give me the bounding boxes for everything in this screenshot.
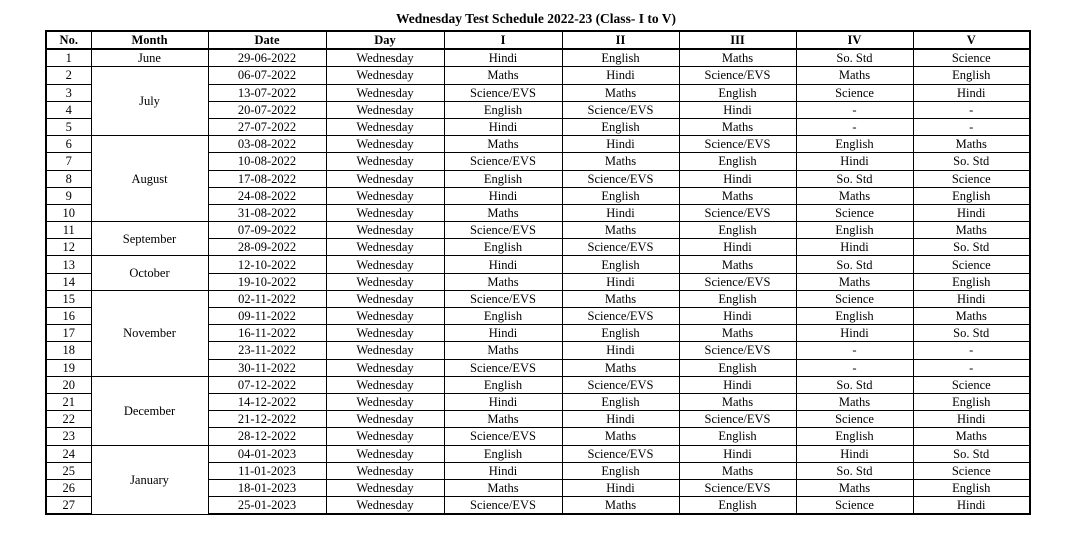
subject-class-2: English	[562, 187, 679, 204]
subject-class-1: English	[444, 170, 562, 187]
row-no: 24	[46, 445, 91, 462]
row-date: 18-01-2023	[208, 479, 326, 496]
subject-class-2: English	[562, 325, 679, 342]
header-class-2: II	[562, 31, 679, 49]
subject-class-5: Hindi	[913, 290, 1030, 307]
subject-class-2: English	[562, 49, 679, 67]
row-day: Wednesday	[326, 187, 444, 204]
subject-class-5: Maths	[913, 308, 1030, 325]
subject-class-1: English	[444, 239, 562, 256]
header-day: Day	[326, 31, 444, 49]
row-date: 07-12-2022	[208, 376, 326, 393]
subject-class-5: Hindi	[913, 411, 1030, 428]
subject-class-2: Maths	[562, 222, 679, 239]
subject-class-1: Science/EVS	[444, 84, 562, 101]
row-no: 25	[46, 462, 91, 479]
row-day: Wednesday	[326, 49, 444, 67]
row-date: 14-12-2022	[208, 393, 326, 410]
row-no: 2	[46, 67, 91, 84]
subject-class-5: -	[913, 118, 1030, 135]
row-day: Wednesday	[326, 170, 444, 187]
header-month: Month	[91, 31, 208, 49]
subject-class-5: Hindi	[913, 204, 1030, 221]
subject-class-5: Hindi	[913, 497, 1030, 515]
row-date: 21-12-2022	[208, 411, 326, 428]
row-date: 04-01-2023	[208, 445, 326, 462]
row-date: 02-11-2022	[208, 290, 326, 307]
subject-class-5: English	[913, 67, 1030, 84]
subject-class-4: English	[796, 428, 913, 445]
subject-class-1: Science/EVS	[444, 497, 562, 515]
header-class-1: I	[444, 31, 562, 49]
row-day: Wednesday	[326, 393, 444, 410]
row-day: Wednesday	[326, 273, 444, 290]
row-day: Wednesday	[326, 497, 444, 515]
subject-class-5: Hindi	[913, 84, 1030, 101]
subject-class-5: English	[913, 479, 1030, 496]
header-no: No.	[46, 31, 91, 49]
row-no: 21	[46, 393, 91, 410]
subject-class-1: Hindi	[444, 118, 562, 135]
subject-class-3: Maths	[679, 49, 796, 67]
subject-class-2: Science/EVS	[562, 308, 679, 325]
subject-class-2: Hindi	[562, 411, 679, 428]
subject-class-3: English	[679, 153, 796, 170]
row-date: 13-07-2022	[208, 84, 326, 101]
row-no: 17	[46, 325, 91, 342]
subject-class-1: Science/EVS	[444, 153, 562, 170]
row-day: Wednesday	[326, 222, 444, 239]
subject-class-1: Hindi	[444, 393, 562, 410]
subject-class-2: Maths	[562, 428, 679, 445]
subject-class-5: English	[913, 273, 1030, 290]
table-row	[46, 67, 1030, 84]
subject-class-2: Maths	[562, 497, 679, 515]
subject-class-4: So. Std	[796, 376, 913, 393]
subject-class-3: Science/EVS	[679, 136, 796, 153]
row-day: Wednesday	[326, 325, 444, 342]
subject-class-4: Hindi	[796, 445, 913, 462]
subject-class-2: Maths	[562, 290, 679, 307]
subject-class-4: Hindi	[796, 153, 913, 170]
row-no: 11	[46, 222, 91, 239]
subject-class-5: Science	[913, 256, 1030, 273]
subject-class-1: Maths	[444, 273, 562, 290]
subject-class-3: Maths	[679, 118, 796, 135]
subject-class-2: Hindi	[562, 204, 679, 221]
subject-class-4: -	[796, 101, 913, 118]
row-day: Wednesday	[326, 101, 444, 118]
subject-class-3: English	[679, 497, 796, 515]
subject-class-4: Maths	[796, 273, 913, 290]
subject-class-5: -	[913, 359, 1030, 376]
row-day: Wednesday	[326, 256, 444, 273]
subject-class-2: Hindi	[562, 479, 679, 496]
row-day: Wednesday	[326, 462, 444, 479]
subject-class-3: Hindi	[679, 308, 796, 325]
subject-class-2: Science/EVS	[562, 445, 679, 462]
month-cell: September	[91, 222, 208, 256]
month-cell: July	[91, 67, 208, 136]
subject-class-1: Science/EVS	[444, 222, 562, 239]
row-day: Wednesday	[326, 428, 444, 445]
subject-class-1: Hindi	[444, 187, 562, 204]
row-day: Wednesday	[326, 290, 444, 307]
subject-class-4: Science	[796, 84, 913, 101]
row-date: 19-10-2022	[208, 273, 326, 290]
subject-class-1: Maths	[444, 136, 562, 153]
subject-class-3: Hindi	[679, 101, 796, 118]
subject-class-3: English	[679, 84, 796, 101]
table-row	[46, 376, 1030, 393]
row-date: 07-09-2022	[208, 222, 326, 239]
subject-class-1: English	[444, 308, 562, 325]
subject-class-2: Hindi	[562, 273, 679, 290]
subject-class-1: Maths	[444, 204, 562, 221]
subject-class-4: So. Std	[796, 170, 913, 187]
subject-class-2: English	[562, 118, 679, 135]
row-day: Wednesday	[326, 136, 444, 153]
subject-class-5: So. Std	[913, 325, 1030, 342]
subject-class-4: Science	[796, 497, 913, 515]
subject-class-2: Science/EVS	[562, 170, 679, 187]
subject-class-4: Science	[796, 290, 913, 307]
subject-class-3: Science/EVS	[679, 411, 796, 428]
subject-class-2: Maths	[562, 153, 679, 170]
subject-class-1: Science/EVS	[444, 290, 562, 307]
subject-class-1: Hindi	[444, 462, 562, 479]
subject-class-3: Maths	[679, 393, 796, 410]
month-cell: November	[91, 290, 208, 376]
subject-class-1: Maths	[444, 479, 562, 496]
table-row	[46, 290, 1030, 307]
subject-class-4: -	[796, 342, 913, 359]
subject-class-5: So. Std	[913, 153, 1030, 170]
header-row	[46, 31, 1030, 49]
row-no: 27	[46, 497, 91, 515]
subject-class-1: Maths	[444, 342, 562, 359]
subject-class-2: English	[562, 256, 679, 273]
row-date: 03-08-2022	[208, 136, 326, 153]
subject-class-4: English	[796, 136, 913, 153]
row-no: 8	[46, 170, 91, 187]
subject-class-4: Science	[796, 411, 913, 428]
subject-class-2: Hindi	[562, 67, 679, 84]
subject-class-5: Maths	[913, 222, 1030, 239]
row-date: 12-10-2022	[208, 256, 326, 273]
subject-class-4: Hindi	[796, 325, 913, 342]
subject-class-4: So. Std	[796, 256, 913, 273]
subject-class-3: Science/EVS	[679, 67, 796, 84]
subject-class-2: English	[562, 393, 679, 410]
subject-class-2: English	[562, 462, 679, 479]
month-cell: October	[91, 256, 208, 290]
row-date: 25-01-2023	[208, 497, 326, 515]
row-day: Wednesday	[326, 479, 444, 496]
subject-class-3: Science/EVS	[679, 479, 796, 496]
subject-class-3: English	[679, 428, 796, 445]
subject-class-4: -	[796, 359, 913, 376]
month-cell: June	[91, 49, 208, 67]
row-date: 24-08-2022	[208, 187, 326, 204]
row-no: 20	[46, 376, 91, 393]
row-no: 3	[46, 84, 91, 101]
subject-class-5: So. Std	[913, 445, 1030, 462]
row-date: 27-07-2022	[208, 118, 326, 135]
row-no: 6	[46, 136, 91, 153]
subject-class-1: Maths	[444, 67, 562, 84]
subject-class-3: Hindi	[679, 445, 796, 462]
row-no: 4	[46, 101, 91, 118]
subject-class-5: Science	[913, 170, 1030, 187]
subject-class-3: Maths	[679, 256, 796, 273]
row-no: 5	[46, 118, 91, 135]
subject-class-3: Hindi	[679, 170, 796, 187]
row-day: Wednesday	[326, 118, 444, 135]
subject-class-5: English	[913, 187, 1030, 204]
row-no: 16	[46, 308, 91, 325]
table-row	[46, 136, 1030, 153]
header-date: Date	[208, 31, 326, 49]
subject-class-3: English	[679, 290, 796, 307]
subject-class-3: English	[679, 222, 796, 239]
subject-class-2: Hindi	[562, 136, 679, 153]
row-day: Wednesday	[326, 445, 444, 462]
subject-class-1: Science/EVS	[444, 359, 562, 376]
subject-class-2: Science/EVS	[562, 376, 679, 393]
subject-class-3: Hindi	[679, 376, 796, 393]
subject-class-5: Science	[913, 49, 1030, 67]
subject-class-1: Hindi	[444, 256, 562, 273]
subject-class-1: Hindi	[444, 325, 562, 342]
table-row	[46, 49, 1030, 67]
subject-class-3: Maths	[679, 462, 796, 479]
subject-class-4: Hindi	[796, 239, 913, 256]
row-no: 10	[46, 204, 91, 221]
row-no: 1	[46, 49, 91, 67]
row-no: 18	[46, 342, 91, 359]
row-day: Wednesday	[326, 239, 444, 256]
row-date: 09-11-2022	[208, 308, 326, 325]
table-row	[46, 222, 1030, 239]
row-day: Wednesday	[326, 308, 444, 325]
row-date: 20-07-2022	[208, 101, 326, 118]
row-day: Wednesday	[326, 342, 444, 359]
schedule-body	[46, 49, 1030, 514]
subject-class-4: English	[796, 222, 913, 239]
subject-class-3: Science/EVS	[679, 204, 796, 221]
row-date: 28-12-2022	[208, 428, 326, 445]
subject-class-2: Science/EVS	[562, 101, 679, 118]
row-day: Wednesday	[326, 67, 444, 84]
row-day: Wednesday	[326, 204, 444, 221]
subject-class-2: Hindi	[562, 342, 679, 359]
row-no: 14	[46, 273, 91, 290]
header-class-4: IV	[796, 31, 913, 49]
subject-class-2: Maths	[562, 359, 679, 376]
subject-class-1: Maths	[444, 411, 562, 428]
subject-class-5: So. Std	[913, 239, 1030, 256]
row-date: 17-08-2022	[208, 170, 326, 187]
subject-class-5: Maths	[913, 136, 1030, 153]
subject-class-5: -	[913, 342, 1030, 359]
row-date: 31-08-2022	[208, 204, 326, 221]
subject-class-2: Maths	[562, 84, 679, 101]
row-date: 11-01-2023	[208, 462, 326, 479]
row-date: 30-11-2022	[208, 359, 326, 376]
row-no: 26	[46, 479, 91, 496]
month-cell: August	[91, 136, 208, 222]
row-no: 9	[46, 187, 91, 204]
table-row	[46, 445, 1030, 462]
subject-class-4: Maths	[796, 393, 913, 410]
subject-class-4: Maths	[796, 67, 913, 84]
subject-class-1: English	[444, 101, 562, 118]
month-cell: December	[91, 376, 208, 445]
subject-class-3: Maths	[679, 325, 796, 342]
subject-class-3: Hindi	[679, 239, 796, 256]
row-no: 23	[46, 428, 91, 445]
row-day: Wednesday	[326, 411, 444, 428]
row-day: Wednesday	[326, 376, 444, 393]
subject-class-5: English	[913, 393, 1030, 410]
subject-class-1: English	[444, 376, 562, 393]
subject-class-5: Maths	[913, 428, 1030, 445]
row-date: 06-07-2022	[208, 67, 326, 84]
row-day: Wednesday	[326, 84, 444, 101]
row-date: 23-11-2022	[208, 342, 326, 359]
subject-class-5: -	[913, 101, 1030, 118]
row-day: Wednesday	[326, 359, 444, 376]
row-date: 16-11-2022	[208, 325, 326, 342]
subject-class-5: Science	[913, 462, 1030, 479]
row-no: 19	[46, 359, 91, 376]
row-no: 22	[46, 411, 91, 428]
subject-class-4: Science	[796, 204, 913, 221]
subject-class-4: -	[796, 118, 913, 135]
subject-class-3: Maths	[679, 187, 796, 204]
schedule-table	[45, 30, 1031, 515]
subject-class-1: Science/EVS	[444, 428, 562, 445]
subject-class-1: English	[444, 445, 562, 462]
subject-class-4: So. Std	[796, 462, 913, 479]
row-no: 12	[46, 239, 91, 256]
row-date: 28-09-2022	[208, 239, 326, 256]
subject-class-3: English	[679, 359, 796, 376]
table-row	[46, 256, 1030, 273]
page-title: Wednesday Test Schedule 2022-23 (Class- I to V)	[396, 11, 676, 26]
row-date: 29-06-2022	[208, 49, 326, 67]
subject-class-3: Science/EVS	[679, 342, 796, 359]
subject-class-4: English	[796, 308, 913, 325]
row-no: 7	[46, 153, 91, 170]
subject-class-4: Maths	[796, 479, 913, 496]
subject-class-2: Science/EVS	[562, 239, 679, 256]
row-no: 15	[46, 290, 91, 307]
subject-class-4: Maths	[796, 187, 913, 204]
header-class-3: III	[679, 31, 796, 49]
month-cell: January	[91, 445, 208, 514]
subject-class-1: Hindi	[444, 49, 562, 67]
subject-class-4: So. Std	[796, 49, 913, 67]
row-date: 10-08-2022	[208, 153, 326, 170]
subject-class-3: Science/EVS	[679, 273, 796, 290]
row-no: 13	[46, 256, 91, 273]
row-day: Wednesday	[326, 153, 444, 170]
header-class-5: V	[913, 31, 1030, 49]
subject-class-5: Science	[913, 376, 1030, 393]
